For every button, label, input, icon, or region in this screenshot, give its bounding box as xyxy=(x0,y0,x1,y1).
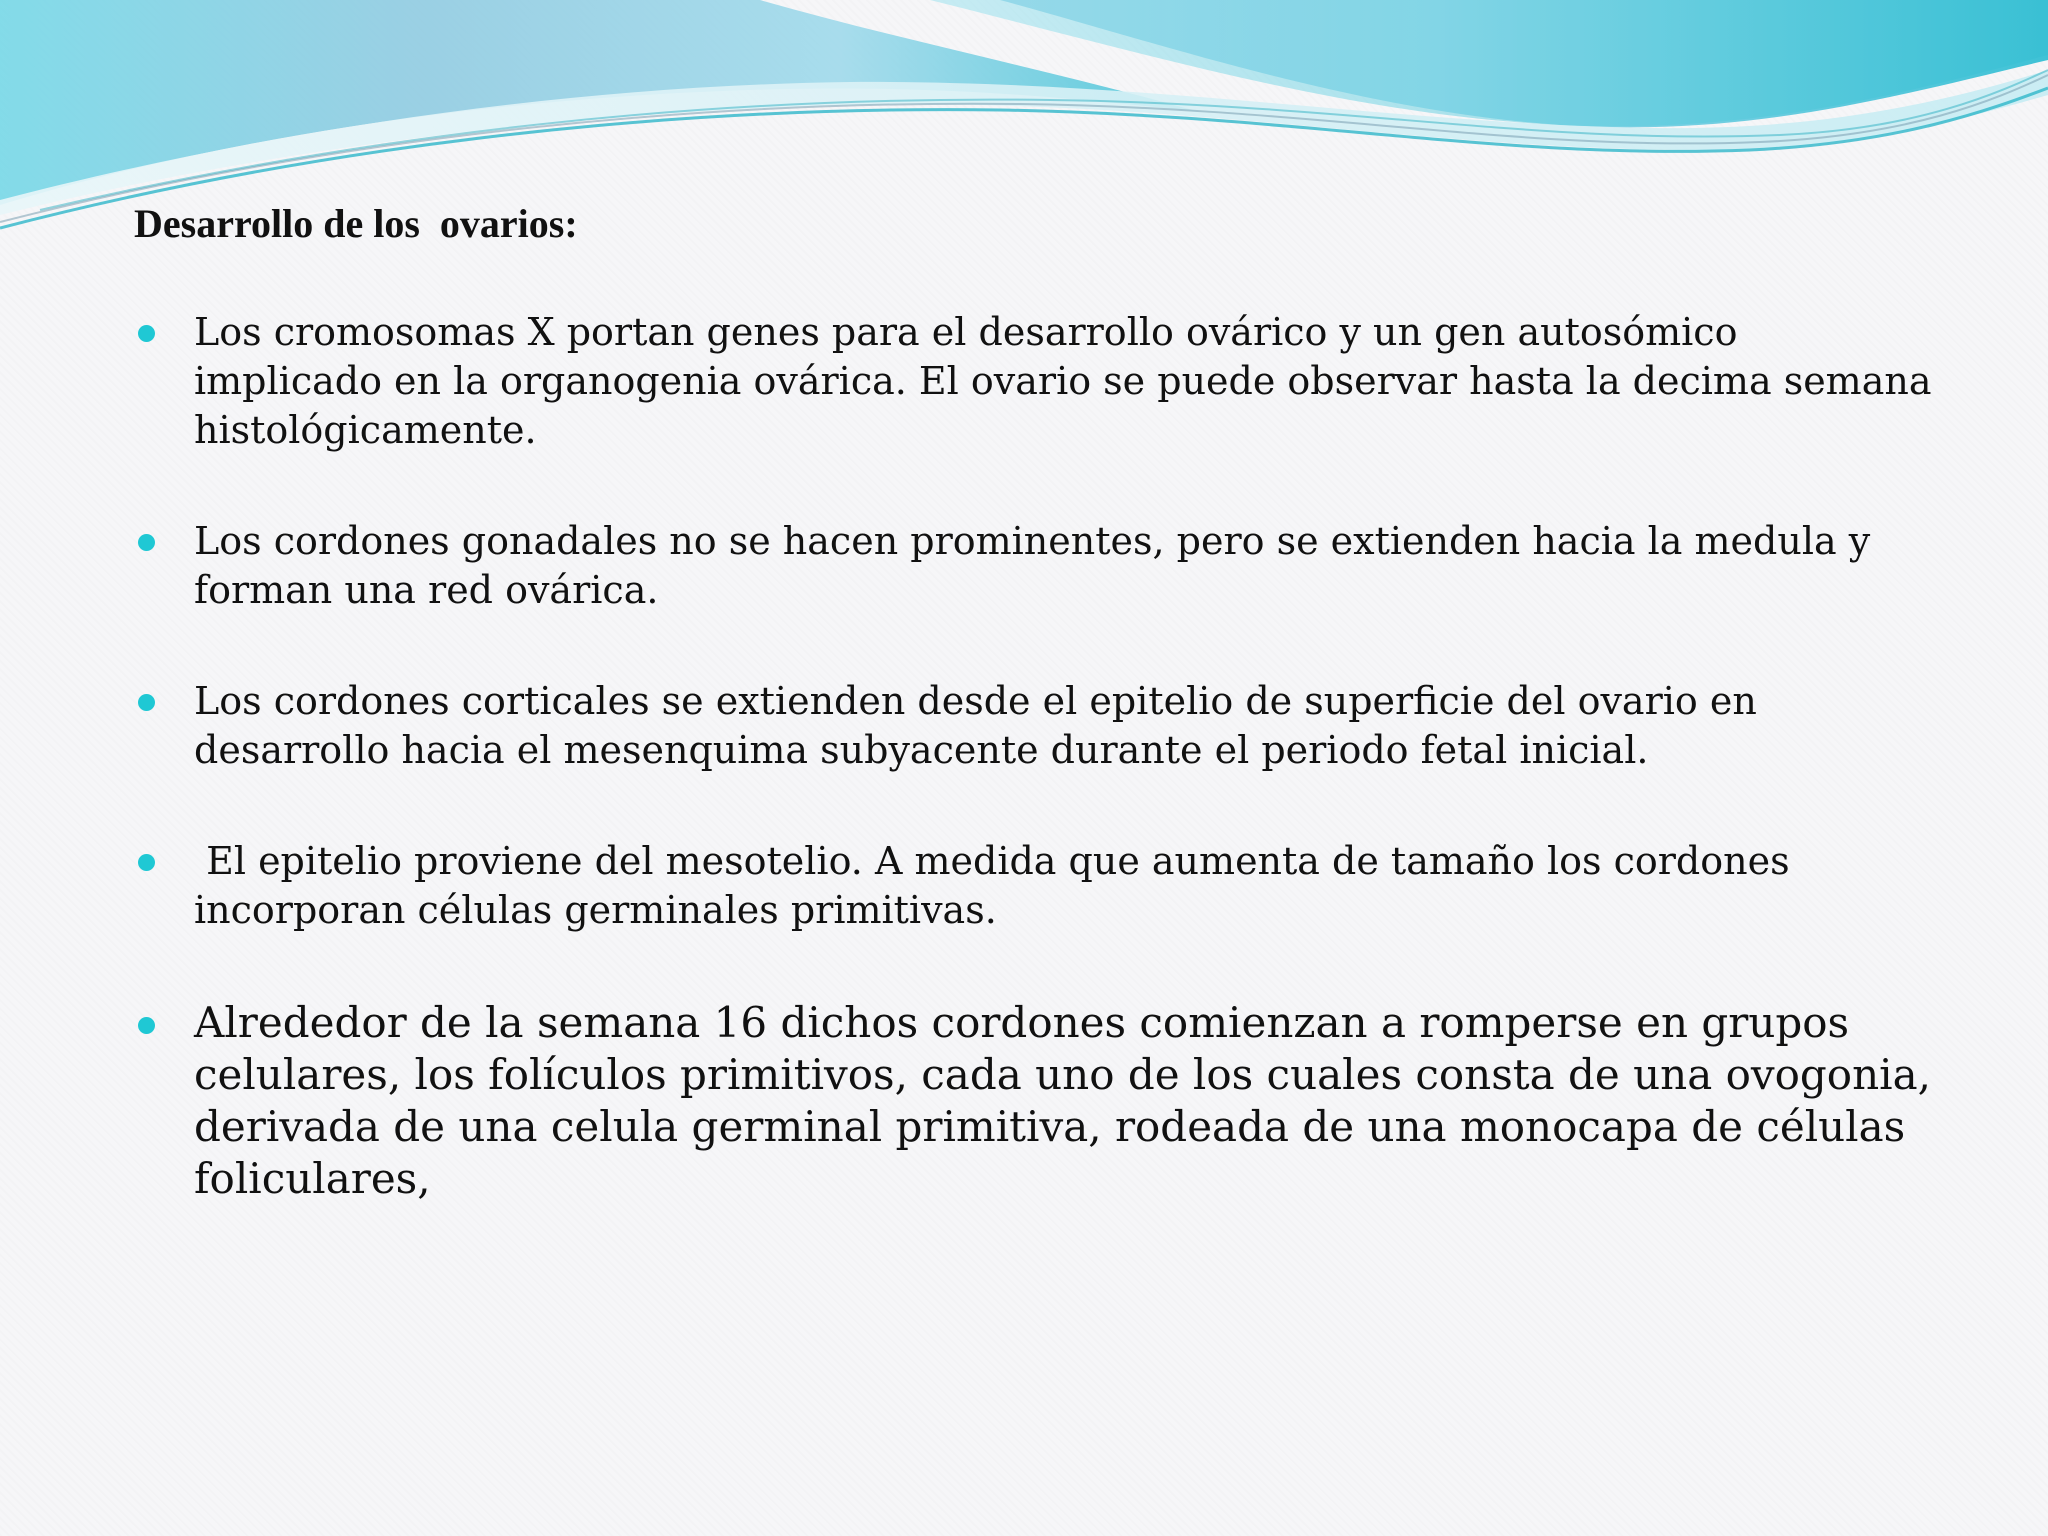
bullet-text: Los cordones corticales se extienden desde el epitelio de superficie del ovario en desarrollo hacia el mesenquima subyacente durante el periodo fetal inicial. xyxy=(194,679,1769,772)
bullet-dot-icon xyxy=(138,1017,155,1034)
bullet-text: El epitelio proviene del mesotelio. A medida que aumenta de tamaño los cordones incorporan células germinales primitivas. xyxy=(194,839,1802,932)
bullet-item xyxy=(134,997,1945,1205)
bullet-item xyxy=(134,517,1934,615)
bullet-dot-icon xyxy=(138,694,155,711)
bullet-dot-icon xyxy=(138,854,155,871)
bullet-text: Los cromosomas X portan genes para el desarrollo ovárico y un gen autosómico implicado en la organogenia ovárica. El ovario se puede observar hasta la decima semana histológicamente. xyxy=(194,310,1944,452)
slide-content xyxy=(134,198,1945,1267)
slide-title: Desarrollo de los ovarios: xyxy=(134,201,578,246)
bullet-dot-icon xyxy=(138,534,155,551)
bullet-item xyxy=(134,308,1944,455)
bullet-dot-icon xyxy=(138,325,155,342)
bullet-list xyxy=(134,308,1945,1205)
bullet-item xyxy=(134,837,1934,935)
bullet-text: Los cordones gonadales no se hacen prominentes, pero se extienden hacia la medula y forman una red ovárica. xyxy=(194,519,1883,612)
bullet-text: Alrededor de la semana 16 dichos cordones comienzan a romperse en grupos celulares, los folículos primitivos, cada uno de los cuales consta de una ovogonia, derivada de una celula germinal primitiva, rodeada de una monocapa de células foliculares, xyxy=(194,998,1945,1203)
bullet-item xyxy=(134,677,1934,775)
